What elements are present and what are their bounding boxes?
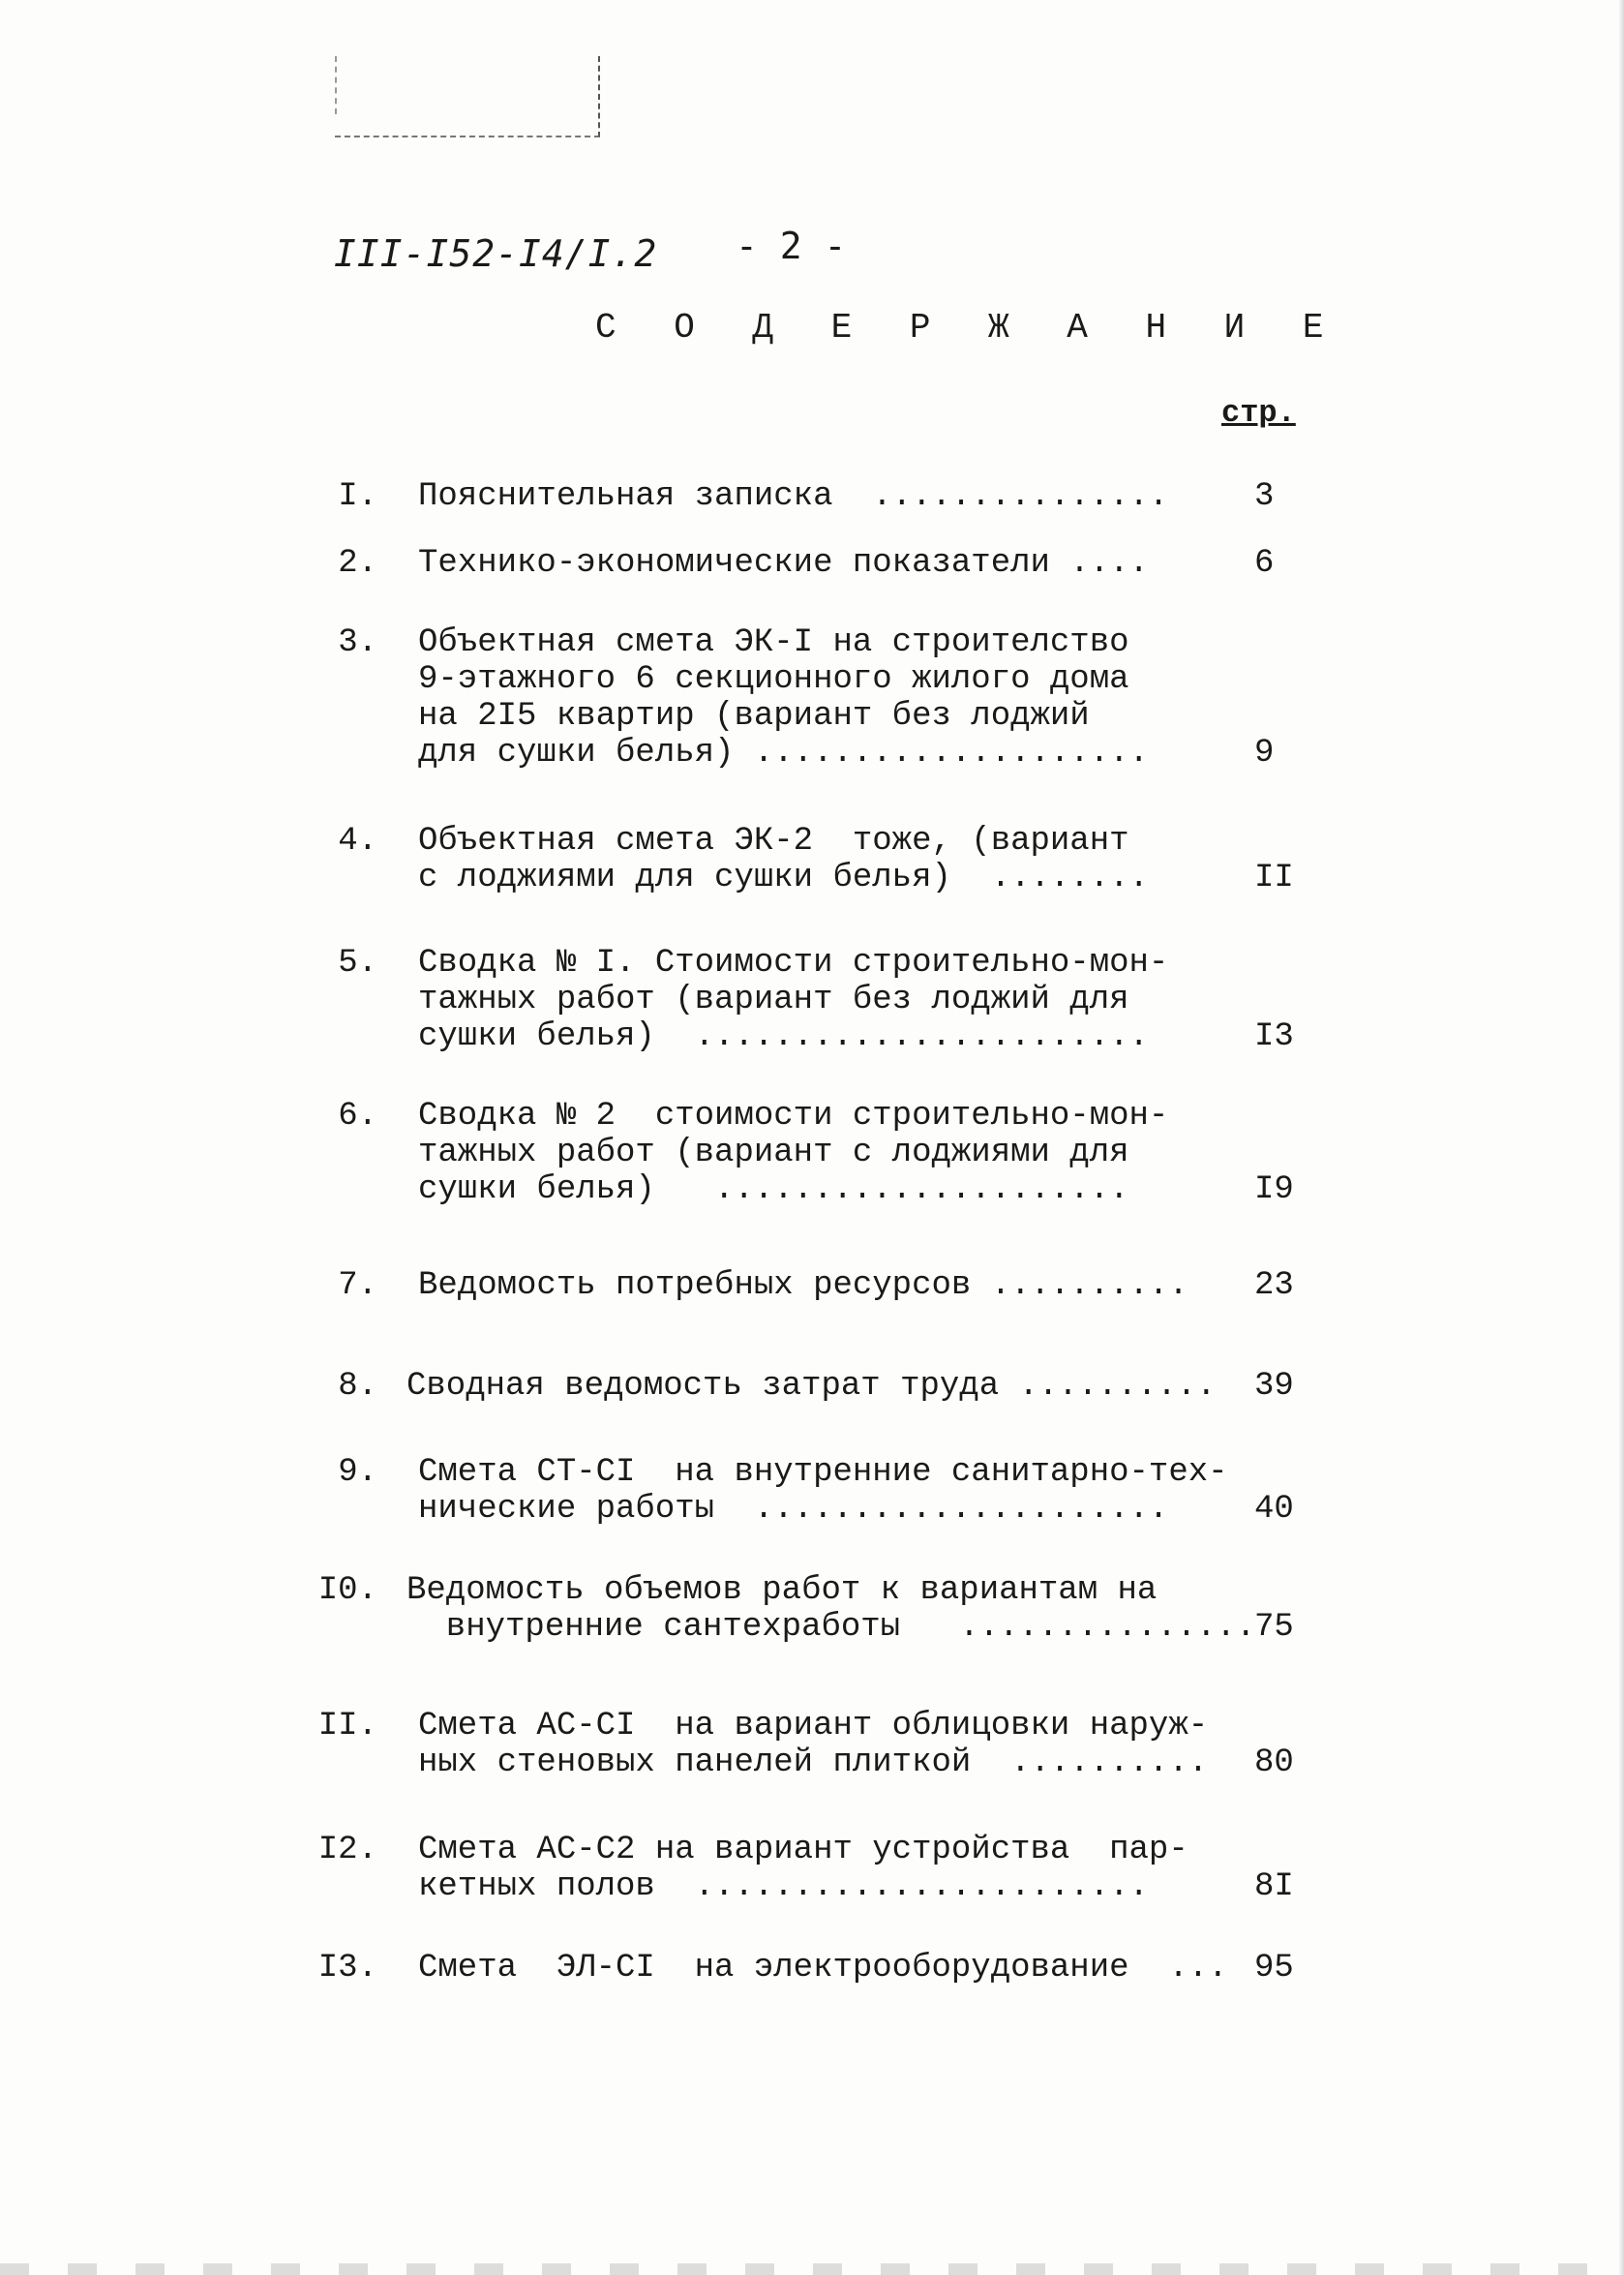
item-number: 5. <box>338 945 377 982</box>
item-page-number: 95 <box>1254 1950 1294 1987</box>
item-page-number: 9 <box>1254 735 1275 772</box>
item-text-line: Сводная ведомость затрат труда .......... <box>406 1368 1217 1405</box>
item-text-line: тажных работ (вариант без лоджий для <box>418 982 1129 1018</box>
page-title: С О Д Е Р Ж А Н И Е <box>595 308 1342 348</box>
item-text-line: с лоджиями для сушки белья) ........ <box>418 860 1149 896</box>
item-number: 6. <box>338 1098 377 1135</box>
item-text-line: сушки белья) ....................... <box>418 1018 1149 1055</box>
item-number: I. <box>338 478 377 515</box>
item-number: I0. <box>317 1572 377 1609</box>
page-number: - 2 - <box>736 225 847 267</box>
item-text-line: Сводка № 2 стоимости строительно-мон- <box>418 1098 1169 1135</box>
item-page-number: 23 <box>1254 1267 1294 1304</box>
item-page-number: II <box>1254 860 1294 896</box>
item-text-line: Объектная смета ЭК-I на строителство <box>418 624 1129 661</box>
item-page-number: 40 <box>1254 1491 1294 1528</box>
item-text-line: 9-этажного 6 секционного жилого дома <box>418 661 1129 698</box>
item-page-number: 3 <box>1254 478 1275 515</box>
item-text-line: сушки белья) ..................... <box>418 1171 1129 1208</box>
item-text-line: для сушки белья) .................... <box>418 735 1149 772</box>
item-page-number: 75 <box>1254 1609 1294 1646</box>
item-text-line: Смета АС-С2 на вариант устройства пар- <box>418 1832 1188 1868</box>
item-text-line: Технико-экономические показатели .... <box>418 545 1149 582</box>
item-number: I2. <box>317 1832 377 1868</box>
item-text-line: Смета СТ-СI на внутренние санитарно-тех- <box>418 1454 1228 1491</box>
page-column-header: стр. <box>1221 395 1296 431</box>
item-page-number: 80 <box>1254 1744 1294 1781</box>
item-text-line: Ведомость потребных ресурсов .......... <box>418 1267 1188 1304</box>
item-page-number: 8I <box>1254 1868 1294 1905</box>
item-number: 8. <box>338 1368 377 1405</box>
scan-edge <box>1618 0 1624 2275</box>
item-text-line: Смета АС-СI на вариант облицовки наруж- <box>418 1708 1209 1744</box>
item-number: 2. <box>338 545 377 582</box>
item-text-line: на 2I5 квартир (вариант без лоджий <box>418 698 1090 735</box>
item-text-line: кетных полов ....................... <box>418 1868 1149 1905</box>
item-number: 4. <box>338 823 377 860</box>
item-text-line: ных стеновых панелей плиткой .......... <box>418 1744 1209 1781</box>
item-text-line: нические работы ..................... <box>418 1491 1169 1528</box>
item-text-line: Сводка № I. Стоимости строительно-мон- <box>418 945 1169 982</box>
item-text-line: внутренние сантехработы ............... <box>406 1609 1256 1646</box>
item-number: II. <box>317 1708 377 1744</box>
item-number: 9. <box>338 1454 377 1491</box>
item-page-number: I9 <box>1254 1171 1294 1208</box>
item-text-line: тажных работ (вариант с лоджиями для <box>418 1135 1129 1171</box>
item-text-line: Смета ЭЛ-СI на электрооборудование ... <box>418 1950 1228 1987</box>
item-text-line: Пояснительная записка ............... <box>418 478 1169 515</box>
scan-bottom-edge <box>0 2263 1624 2275</box>
item-number: I3. <box>317 1950 377 1987</box>
item-number: 7. <box>338 1267 377 1304</box>
item-number: 3. <box>338 624 377 661</box>
item-text-line: Объектная смета ЭК-2 тоже, (вариант <box>418 823 1129 860</box>
item-page-number: I3 <box>1254 1018 1294 1055</box>
item-text-line: Ведомость объемов работ к вариантам на <box>406 1572 1158 1609</box>
item-page-number: 39 <box>1254 1368 1294 1405</box>
stamp-corner-mark <box>335 56 600 137</box>
document-code: III-I52-I4/I.2 <box>334 232 658 275</box>
item-page-number: 6 <box>1254 545 1275 582</box>
